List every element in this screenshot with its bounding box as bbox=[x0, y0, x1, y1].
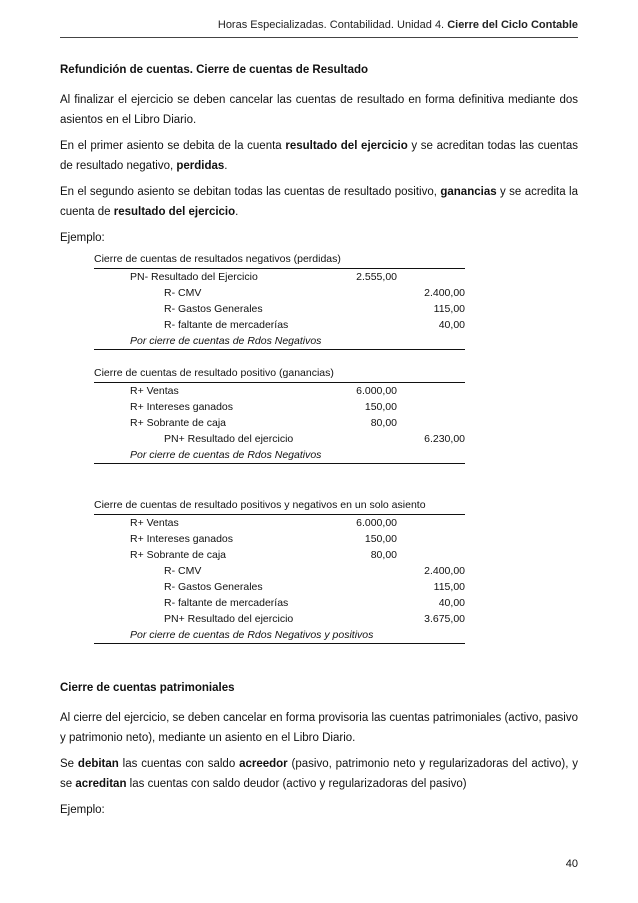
entry-row bbox=[94, 415, 465, 431]
entry-row bbox=[94, 383, 465, 399]
entry-title: Cierre de cuentas de resultado positivo (ganancias) bbox=[94, 366, 465, 383]
debe-amount: 150,00 bbox=[364, 401, 397, 413]
debe-amount: 80,00 bbox=[370, 417, 397, 429]
journal-entry-combinado bbox=[94, 498, 465, 644]
entry-row bbox=[94, 317, 465, 333]
entry-row bbox=[94, 515, 465, 531]
haber-amount: 2.400,00 bbox=[424, 287, 465, 299]
entry-row bbox=[94, 431, 465, 447]
account-name: R- CMV bbox=[164, 287, 202, 299]
text-run: . bbox=[224, 160, 228, 172]
entry-glosa: Por cierre de cuentas de Rdos Negativos bbox=[94, 447, 465, 464]
entry-title: Cierre de cuentas de resultado positivos y negativos en un solo asiento bbox=[94, 498, 465, 515]
account-name: R+ Sobrante de caja bbox=[130, 417, 227, 429]
bold-run: resultado del ejercicio bbox=[285, 140, 408, 152]
entry-row bbox=[94, 301, 465, 317]
text-run: Se bbox=[60, 758, 78, 770]
haber-amount: 40,00 bbox=[438, 597, 465, 609]
debe-amount: 6.000,00 bbox=[356, 385, 397, 397]
text-run: y se acredita la cuenta de bbox=[60, 186, 578, 218]
account-name: R+ Intereses ganados bbox=[130, 401, 234, 413]
account-name: R- faltante de mercaderías bbox=[164, 597, 289, 609]
haber-amount: 2.400,00 bbox=[424, 565, 465, 577]
page-number: 40 bbox=[565, 858, 578, 870]
haber-amount: 40,00 bbox=[438, 319, 465, 331]
text-run: En el segundo asiento se debitan todas las cuentas de resultado positivo, bbox=[60, 186, 441, 198]
header-prefix: Horas Especializadas. Contabilidad. Unidad 4. bbox=[217, 19, 448, 31]
journal-entry-negativos bbox=[94, 252, 465, 350]
entry-title: Cierre de cuentas de resultados negativos (perdidas) bbox=[94, 252, 465, 269]
haber-amount: 3.675,00 bbox=[424, 613, 465, 625]
entry-glosa: Por cierre de cuentas de Rdos Negativos y positivos bbox=[94, 627, 465, 644]
bold-run: ganancias bbox=[440, 186, 497, 198]
haber-amount: 115,00 bbox=[433, 581, 465, 593]
journal-entry-positivos bbox=[94, 366, 465, 464]
entry-row bbox=[94, 269, 465, 285]
bold-run: acreedor bbox=[239, 758, 288, 770]
page-content bbox=[60, 64, 578, 826]
bold-run: resultado del ejercicio bbox=[113, 206, 236, 218]
section-heading-resultado: Refundición de cuentas. Cierre de cuentas de Resultado bbox=[60, 64, 369, 76]
text-run: las cuentas con saldo bbox=[118, 758, 240, 770]
account-name: R- CMV bbox=[164, 565, 202, 577]
ejemplo-label: Ejemplo: bbox=[60, 232, 105, 244]
debe-amount: 80,00 bbox=[370, 549, 397, 561]
paragraph-debitan-acreditan bbox=[60, 754, 578, 794]
account-name: R+ Intereses ganados bbox=[130, 533, 234, 545]
account-name: R+ Sobrante de caja bbox=[130, 549, 227, 561]
section-heading-patrimoniales: Cierre de cuentas patrimoniales bbox=[60, 682, 235, 694]
header-chapter: Cierre del Ciclo Contable bbox=[447, 19, 578, 31]
paragraph-segundo-asiento bbox=[60, 182, 578, 222]
text-run: y se acreditan todas las cuentas de resultado negativo, bbox=[60, 140, 578, 172]
account-name: R- faltante de mercaderías bbox=[164, 319, 289, 331]
debe-amount: 150,00 bbox=[364, 533, 397, 545]
bold-run: acreditan bbox=[75, 778, 127, 790]
bold-run: debitan bbox=[77, 758, 119, 770]
header-rule bbox=[60, 37, 578, 38]
bold-run: perdidas bbox=[176, 160, 225, 172]
debe-amount: 2.555,00 bbox=[356, 271, 397, 283]
account-name: R+ Ventas bbox=[130, 385, 179, 397]
account-name: PN+ Resultado del ejercicio bbox=[164, 433, 294, 445]
ejemplo-label: Ejemplo: bbox=[60, 804, 105, 816]
paragraph-intro: Al finalizar el ejercicio se deben cancelar las cuentas de resultado en forma definitiva mediante dos asientos en el Libro Diario. bbox=[60, 94, 578, 126]
text-run: (pasivo, patrimonio neto y regularizadoras del activo), y se bbox=[60, 758, 578, 790]
entry-row bbox=[94, 579, 465, 595]
haber-amount: 115,00 bbox=[433, 303, 465, 315]
entry-row bbox=[94, 285, 465, 301]
text-run: En el primer asiento se debita de la cuenta bbox=[60, 140, 286, 152]
entry-row bbox=[94, 531, 465, 547]
text-run: . bbox=[235, 206, 239, 218]
entry-row bbox=[94, 399, 465, 415]
account-name: R- Gastos Generales bbox=[164, 303, 263, 315]
debe-amount: 6.000,00 bbox=[356, 517, 397, 529]
paragraph-patrimoniales: Al cierre del ejercicio, se deben cancelar en forma provisoria las cuentas patrimoniales (activo, pasivo y patrimonio neto), mediante un asiento en el Libro Diario. bbox=[60, 712, 578, 744]
entry-row bbox=[94, 611, 465, 627]
paragraph-primer-asiento bbox=[60, 136, 578, 176]
entry-row bbox=[94, 595, 465, 611]
account-name: R- Gastos Generales bbox=[164, 581, 263, 593]
account-name: PN+ Resultado del ejercicio bbox=[164, 613, 294, 625]
account-name: PN- Resultado del Ejercicio bbox=[130, 271, 258, 283]
entry-glosa: Por cierre de cuentas de Rdos Negativos bbox=[94, 333, 465, 350]
running-header bbox=[218, 19, 578, 31]
account-name: R+ Ventas bbox=[130, 517, 179, 529]
haber-amount: 6.230,00 bbox=[424, 433, 465, 445]
entry-row bbox=[94, 547, 465, 563]
entry-row bbox=[94, 563, 465, 579]
text-run: las cuentas con saldo deudor (activo y regularizadoras del pasivo) bbox=[126, 778, 467, 790]
